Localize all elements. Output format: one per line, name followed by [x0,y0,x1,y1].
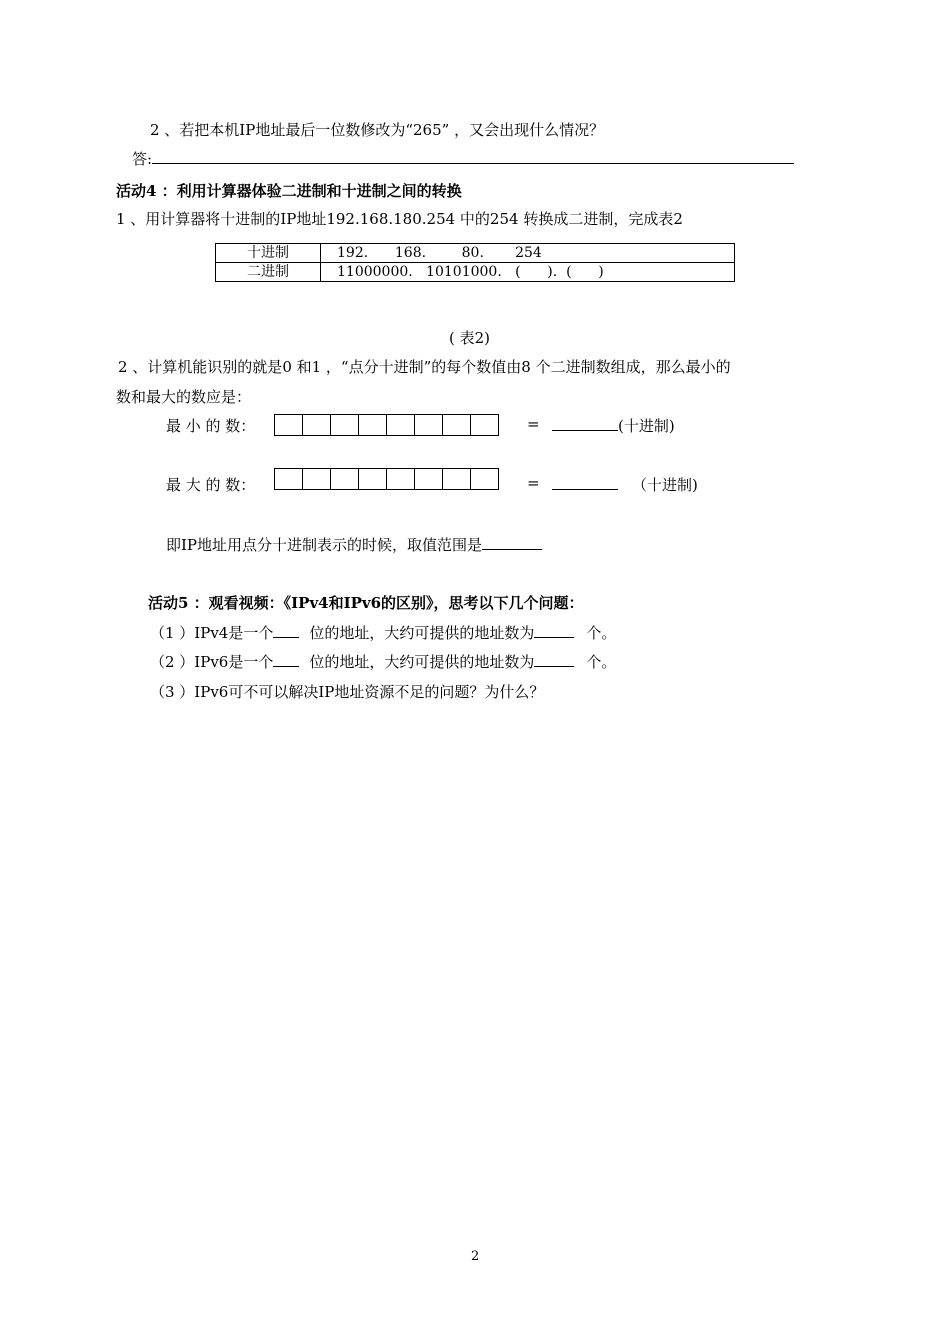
row-value-binary[interactable]: 11000000. 10101000. ( ). ( ) [321,263,735,282]
activity-4-task-2-line-1: 2 、计算机能识别的就是0 和1 ，“点分十进制”的每个数值由8 个二进制数组成，那么最小的 [118,358,731,376]
q2-part-a: （2 ）IPv6是一个 [150,653,274,671]
question-2-text: 2 、若把本机IP地址最后一位数修改为“265” ，又会出现什么情况？ [150,121,605,139]
max-result-suffix: （十进制) [632,476,698,494]
max-equals: = [527,474,540,492]
max-number-bit-boxes[interactable] [274,468,499,490]
q1-part-a: （1 ）IPv4是一个 [150,624,274,642]
range-blank[interactable] [482,549,542,550]
q1-count-blank[interactable] [534,637,574,638]
q1-bits-blank[interactable] [273,637,299,638]
q1-part-b: 位的地址，大约可提供的地址数为 [309,624,535,642]
max-result[interactable] [552,474,698,495]
activity-4-task-2-line-2: 数和最大的数应是： [116,388,252,406]
row-header-binary: 二进制 [216,263,321,282]
range-text: 即IP地址用点分十进制表示的时候，取值范围是 [166,536,483,554]
min-result-blank[interactable] [552,430,618,431]
answer-blank[interactable] [152,163,794,164]
row-value-decimal: 192. 168. 80. 254 [321,244,735,263]
table-row [216,263,735,282]
min-number-bit-boxes[interactable] [274,414,499,436]
activity-5-question-3: （3 ）IPv6可不可以解决IP地址资源不足的问题？为什么？ [150,683,545,701]
range-question[interactable] [166,534,542,555]
max-number-label: 最 大 的 数： [166,476,256,494]
answer-line[interactable] [132,148,794,169]
min-equals: = [527,415,540,433]
min-result[interactable] [552,415,675,436]
min-number-label: 最 小 的 数： [166,417,256,435]
q1-part-c: 个。 [586,624,617,642]
activity-4-task-1: 1 、用计算器将十进制的IP地址192.168.180.254 中的254 转换成二进制，完成表2 [116,210,683,228]
max-result-blank[interactable] [552,489,618,490]
activity-5-question-2 [150,651,616,672]
row-header-decimal: 十进制 [216,244,321,263]
conversion-table [215,243,735,282]
activity-5-question-1 [150,622,616,643]
answer-label: 答: [132,150,153,168]
q2-part-b: 位的地址，大约可提供的地址数为 [309,653,535,671]
page-number: 2 [471,1249,480,1264]
min-result-suffix: (十进制) [618,417,675,435]
q2-bits-blank[interactable] [273,666,299,667]
table-caption: ( 表2) [449,329,491,347]
q2-part-c: 个。 [586,653,617,671]
activity-4-title: 活动4 ：利用计算器体验二进制和十进制之间的转换 [116,182,462,200]
activity-5-title: 活动5 ：观看视频：《IPv4和IPv6的区别》，思考以下几个问题： [148,594,584,612]
q2-count-blank[interactable] [534,666,574,667]
table-row [216,244,735,263]
